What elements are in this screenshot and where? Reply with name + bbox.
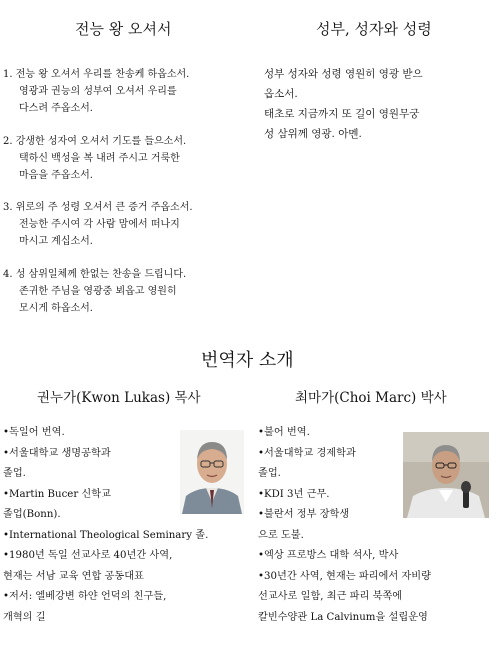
bio-line: 현재는 서남 교육 연합 공동대표 [3,570,144,582]
bio-line: •불란서 정부 장학생 [258,509,350,520]
doxology-line: 성 삼위께 영광. 아멘. [264,128,362,140]
hymn-verse-3 [3,199,243,250]
bio-line: 으로 도불. [258,529,304,541]
choi-portrait-photo [403,432,489,518]
bio-line: •불어 번역. [258,427,310,438]
bio-line: 칼빈수양관 La Calvinum을 설립운영 [258,611,428,623]
verse-line: 3. 위로의 주 성령 오셔서 큰 증거 주옵소서. [3,202,193,213]
hymn-verse-1 [3,66,243,117]
bio-line: 졸업. [258,468,281,479]
verse-line: 마음을 주옵소서. [19,170,93,181]
doxology-line: 옵소서. [264,88,298,100]
bio-line: 졸업(Bonn). [3,509,61,520]
kwon-name: 권누가(Kwon Lukas) 목사 [37,390,201,406]
verse-line: 1. 전능 왕 오셔서 우리를 찬송케 하옵소서. [3,69,190,80]
verse-line: 영광과 권능의 성부여 오셔서 우리를 [19,86,177,97]
bio-line: 선교사로 일함, 최근 파리 북쪽에 [258,591,403,602]
choi-name: 최마가(Choi Marc) 박사 [295,390,447,406]
verse-line: 4. 성 삼위일체께 한없는 찬송을 드립니다. [3,269,187,280]
verse-line: 택하신 백성을 복 내려 주시고 거룩한 [19,153,180,164]
bio-line: •서울대학교 생명공학과 [3,447,111,459]
kwon-portrait-photo [180,430,244,514]
hymn-verse-2 [3,133,243,184]
bio-line: •저서: 엘베강변 하얀 언덕의 친구들, [3,591,167,602]
bio-line: •1980년 독일 선교사로 40년간 사역, [3,550,173,561]
bio-line: 개혁의 길 [3,611,46,623]
bio-line: •독일어 번역. [3,427,65,438]
bio-line: •서울대학교 경제학과 [258,447,356,459]
doxology-title: 성부, 성자와 성령 [316,20,432,38]
verse-line: 모시게 하옵소서. [19,303,93,314]
verse-line: 마시고 계십소서. [19,236,93,247]
doxology-line: 태초로 지금까지 또 길이 영원무궁 [264,108,420,120]
bio-line: •KDI 3년 근무. [258,488,330,500]
bio-line: •International Theological Seminary 졸. [3,529,209,541]
verse-line: 2. 강생한 성자여 오셔서 기도를 들으소서. [3,136,187,147]
bio-line: •Martin Bucer 신학교 [3,488,111,500]
doxology-line: 성부 성자와 성령 영원히 영광 받으 [264,68,423,80]
bio-line: 졸업. [3,468,26,479]
hymn-verse-4 [3,266,243,317]
doxology-text [264,64,489,144]
verse-line: 존귀한 주님을 영광중 뵈옵고 영원히 [19,286,177,297]
verse-line: 다스려 주옵소서. [19,103,93,114]
verse-line: 전능한 주시여 각 사람 맘에서 떠나지 [19,219,180,230]
hymn-title: 전능 왕 오셔서 [75,20,172,38]
translators-section-title: 번역자 소개 [201,350,294,371]
bio-line: •엑상 프로방스 대학 석사, 박사 [258,550,399,561]
bio-line: •30년간 사역, 현재는 파리에서 자비량 [258,570,431,582]
